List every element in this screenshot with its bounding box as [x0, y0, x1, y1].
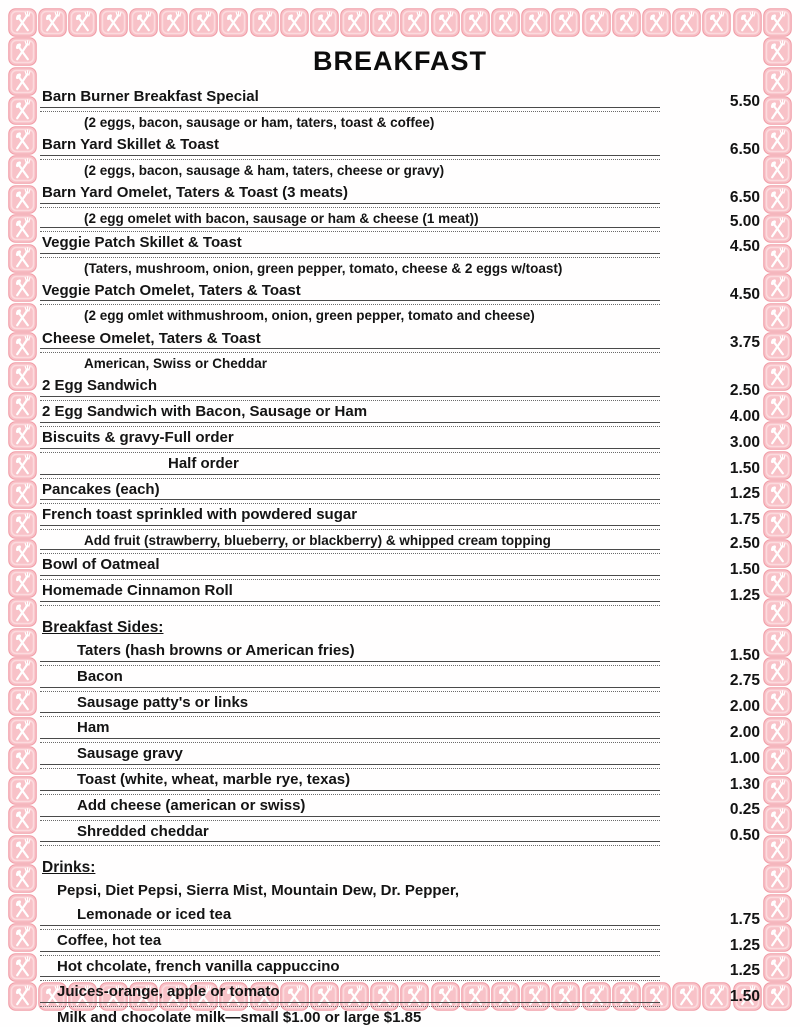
crossed-utensils-icon [8, 126, 37, 155]
menu-item-price: 4.50 [660, 286, 760, 305]
menu-item-price: 3.75 [660, 334, 760, 353]
crossed-utensils-icon [219, 8, 248, 37]
menu-row [40, 507, 760, 530]
menu-sections [40, 89, 760, 1027]
menu-item-price: 2.50 [660, 535, 760, 554]
crossed-utensils-icon [8, 835, 37, 864]
crossed-utensils-icon [763, 37, 792, 66]
menu-item-price: 1.50 [660, 647, 760, 666]
crossed-utensils-icon [68, 8, 97, 37]
menu-item-description: (2 eggs, bacon, sausage & ham, taters, cheese or gravy) [40, 163, 660, 178]
menu-row [40, 557, 760, 580]
menu-row [40, 482, 760, 505]
menu-section [40, 619, 760, 846]
menu-item-label: Milk and chocolate milk—small $1.00 or large $1.85 [40, 1010, 660, 1027]
crossed-utensils-icon [763, 185, 792, 214]
crossed-utensils-icon [38, 8, 67, 37]
menu-item-label: Coffee, hot tea [40, 933, 660, 950]
crossed-utensils-icon [8, 894, 37, 923]
crossed-utensils-icon [8, 244, 37, 273]
crossed-utensils-icon [8, 392, 37, 421]
menu-item-price [660, 128, 760, 130]
crossed-utensils-icon [8, 362, 37, 391]
menu-item-description: (2 eggs, bacon, sausage or ham, taters, toast & coffee) [40, 115, 660, 130]
crossed-utensils-icon [763, 214, 792, 243]
crossed-utensils-icon [8, 510, 37, 539]
menu-item-price: 0.25 [660, 801, 760, 820]
crossed-utensils-icon [8, 332, 37, 361]
menu-item-label: Biscuits & gravy-Full order [40, 430, 660, 447]
crossed-utensils-icon [763, 67, 792, 96]
menu-row [40, 1010, 760, 1027]
crossed-utensils-icon [8, 96, 37, 125]
menu-item-price: 0.50 [660, 827, 760, 846]
menu-item-label: Taters (hash browns or American fries) [40, 643, 660, 660]
crossed-utensils-icon [8, 953, 37, 982]
menu-item-description: (Taters, mushroom, onion, green pepper, tomato, cheese & 2 eggs w/toast) [40, 261, 660, 276]
border-left [8, 37, 37, 982]
menu-item-label: Veggie Patch Skillet & Toast [40, 235, 660, 252]
crossed-utensils-icon [763, 569, 792, 598]
menu-item-price: 1.75 [660, 511, 760, 530]
crossed-utensils-icon [763, 8, 792, 37]
crossed-utensils-icon [763, 155, 792, 184]
crossed-utensils-icon [763, 687, 792, 716]
menu-row [40, 907, 760, 930]
crossed-utensils-icon [280, 8, 309, 37]
menu-item-label: Pepsi, Diet Pepsi, Sierra Mist, Mountain Dew, Dr. Pepper, [40, 883, 660, 900]
menu-row [40, 185, 760, 208]
menu-row [40, 115, 760, 130]
menu-item-description: American, Swiss or Cheddar [40, 356, 660, 371]
menu-row [40, 824, 760, 847]
section-header: Drinks: [40, 859, 760, 877]
crossed-utensils-icon [8, 628, 37, 657]
crossed-utensils-icon [159, 8, 188, 37]
menu-row [40, 669, 760, 692]
crossed-utensils-icon [763, 451, 792, 480]
crossed-utensils-icon [763, 923, 792, 952]
menu-row [40, 356, 760, 371]
menu-row [40, 984, 760, 1007]
menu-item-label: Veggie Patch Omelet, Taters & Toast [40, 283, 660, 300]
crossed-utensils-icon [8, 67, 37, 96]
menu-row [40, 720, 760, 743]
menu-row [40, 235, 760, 258]
menu-item-price: 3.00 [660, 434, 760, 453]
crossed-utensils-icon [8, 214, 37, 243]
menu-item-label: Barn Burner Breakfast Special [40, 89, 660, 106]
menu-item-label: 2 Egg Sandwich with Bacon, Sausage or Ham [40, 404, 660, 421]
menu-row [40, 308, 760, 323]
menu-item-label: Pancakes (each) [40, 482, 660, 499]
menu-item-price [660, 274, 760, 276]
crossed-utensils-icon [8, 982, 37, 1011]
menu-row [40, 261, 760, 276]
menu-row [40, 583, 760, 606]
menu-item-label: Barn Yard Skillet & Toast [40, 137, 660, 154]
menu-row [40, 430, 760, 453]
menu-row [40, 746, 760, 769]
menu-item-price: 1.50 [660, 988, 760, 1007]
menu-item-label: Lemonade or iced tea [40, 907, 660, 924]
menu-item-label: Homemade Cinnamon Roll [40, 583, 660, 600]
menu-item-label: Juices-orange, apple or tomato [40, 984, 660, 1001]
crossed-utensils-icon [763, 805, 792, 834]
menu-item-price: 5.00 [660, 213, 760, 232]
crossed-utensils-icon [310, 8, 339, 37]
menu-item-label: Bowl of Oatmeal [40, 557, 660, 574]
crossed-utensils-icon [400, 8, 429, 37]
menu-row [40, 798, 760, 821]
crossed-utensils-icon [461, 8, 490, 37]
crossed-utensils-icon [8, 303, 37, 332]
menu-row [40, 643, 760, 666]
border-top [8, 8, 792, 37]
crossed-utensils-icon [763, 392, 792, 421]
menu-item-price [660, 322, 760, 324]
crossed-utensils-icon [8, 421, 37, 450]
crossed-utensils-icon [763, 598, 792, 627]
menu-item-price [660, 176, 760, 178]
menu-item-price [660, 369, 760, 371]
menu-item-label: Sausage patty's or links [40, 695, 660, 712]
crossed-utensils-icon [521, 8, 550, 37]
menu-item-price: 1.50 [660, 561, 760, 580]
menu-item-label: Barn Yard Omelet, Taters & Toast (3 meats) [40, 185, 660, 202]
menu-item-label: French toast sprinkled with powdered sugar [40, 507, 660, 524]
menu-item-price: 5.50 [660, 93, 760, 112]
crossed-utensils-icon [763, 126, 792, 155]
crossed-utensils-icon [8, 657, 37, 686]
crossed-utensils-icon [8, 539, 37, 568]
crossed-utensils-icon [763, 362, 792, 391]
menu-section [40, 859, 760, 1027]
crossed-utensils-icon [763, 332, 792, 361]
menu-row [40, 456, 760, 479]
menu-item-price: 1.25 [660, 587, 760, 606]
crossed-utensils-icon [8, 776, 37, 805]
crossed-utensils-icon [702, 8, 731, 37]
menu-row [40, 533, 760, 554]
crossed-utensils-icon [763, 717, 792, 746]
crossed-utensils-icon [763, 776, 792, 805]
crossed-utensils-icon [763, 864, 792, 893]
menu-item-price: 2.00 [660, 698, 760, 717]
menu-row [40, 283, 760, 306]
menu-row [40, 695, 760, 718]
crossed-utensils-icon [189, 8, 218, 37]
crossed-utensils-icon [642, 8, 671, 37]
menu-item-price: 4.00 [660, 408, 760, 427]
crossed-utensils-icon [8, 273, 37, 302]
menu-item-price: 2.50 [660, 382, 760, 401]
menu-row [40, 137, 760, 160]
crossed-utensils-icon [763, 244, 792, 273]
crossed-utensils-icon [8, 805, 37, 834]
menu-item-price: 2.00 [660, 724, 760, 743]
menu-item-price: 1.50 [660, 460, 760, 479]
menu-row [40, 772, 760, 795]
crossed-utensils-icon [763, 746, 792, 775]
menu-row [40, 211, 760, 232]
crossed-utensils-icon [763, 894, 792, 923]
crossed-utensils-icon [763, 835, 792, 864]
crossed-utensils-icon [250, 8, 279, 37]
menu-item-price: 1.25 [660, 485, 760, 504]
crossed-utensils-icon [763, 982, 792, 1011]
crossed-utensils-icon [763, 657, 792, 686]
menu-item-price: 6.50 [660, 141, 760, 160]
crossed-utensils-icon [551, 8, 580, 37]
menu-section [40, 89, 760, 606]
crossed-utensils-icon [763, 480, 792, 509]
crossed-utensils-icon [8, 687, 37, 716]
crossed-utensils-icon [8, 451, 37, 480]
menu-row [40, 933, 760, 956]
crossed-utensils-icon [733, 8, 762, 37]
section-header: Breakfast Sides: [40, 619, 760, 637]
crossed-utensils-icon [431, 8, 460, 37]
menu-item-label: Toast (white, wheat, marble rye, texas) [40, 772, 660, 789]
menu-item-price: 1.30 [660, 776, 760, 795]
menu-item-label: Add cheese (american or swiss) [40, 798, 660, 815]
menu-item-label: Half order [40, 456, 660, 473]
crossed-utensils-icon [8, 37, 37, 66]
crossed-utensils-icon [370, 8, 399, 37]
crossed-utensils-icon [612, 8, 641, 37]
crossed-utensils-icon [763, 96, 792, 125]
crossed-utensils-icon [763, 303, 792, 332]
crossed-utensils-icon [763, 953, 792, 982]
menu-row [40, 331, 760, 354]
menu-item-description: (2 egg omelet with bacon, sausage or ham & cheese (1 meat)) [40, 211, 660, 226]
border-right [763, 37, 792, 982]
crossed-utensils-icon [672, 8, 701, 37]
crossed-utensils-icon [8, 185, 37, 214]
crossed-utensils-icon [340, 8, 369, 37]
menu-item-label: Cheese Omelet, Taters & Toast [40, 331, 660, 348]
menu-item-price: 1.00 [660, 750, 760, 769]
crossed-utensils-icon [763, 628, 792, 657]
menu-item-label: Hot chcolate, french vanilla cappuccino [40, 959, 660, 976]
crossed-utensils-icon [582, 8, 611, 37]
menu-item-price: 2.75 [660, 672, 760, 691]
crossed-utensils-icon [491, 8, 520, 37]
crossed-utensils-icon [8, 746, 37, 775]
menu-item-label: Shredded cheddar [40, 824, 660, 841]
menu-item-description: Add fruit (strawberry, blueberry, or blackberry) & whipped cream topping [40, 533, 660, 548]
crossed-utensils-icon [8, 864, 37, 893]
menu-row [40, 378, 760, 401]
crossed-utensils-icon [8, 717, 37, 746]
crossed-utensils-icon [129, 8, 158, 37]
menu-item-label: 2 Egg Sandwich [40, 378, 660, 395]
menu-item-price: 4.50 [660, 238, 760, 257]
menu-item-label: Ham [40, 720, 660, 737]
menu-item-price: 6.50 [660, 189, 760, 208]
crossed-utensils-icon [763, 510, 792, 539]
crossed-utensils-icon [763, 539, 792, 568]
menu-row [40, 89, 760, 112]
menu-item-price: 1.75 [660, 911, 760, 930]
menu-item-label: Bacon [40, 669, 660, 686]
page-title: BREAKFAST [40, 46, 760, 77]
crossed-utensils-icon [763, 273, 792, 302]
menu-row [40, 883, 760, 900]
crossed-utensils-icon [8, 8, 37, 37]
menu-item-price [660, 898, 760, 900]
menu-item-price: 1.25 [660, 962, 760, 981]
crossed-utensils-icon [8, 155, 37, 184]
menu-item-price: 1.25 [660, 937, 760, 956]
menu-row [40, 959, 760, 982]
crossed-utensils-icon [763, 421, 792, 450]
crossed-utensils-icon [8, 923, 37, 952]
menu-row [40, 163, 760, 178]
crossed-utensils-icon [8, 598, 37, 627]
menu-content [40, 38, 760, 981]
crossed-utensils-icon [8, 569, 37, 598]
crossed-utensils-icon [8, 480, 37, 509]
menu-row [40, 404, 760, 427]
menu-item-label: Sausage gravy [40, 746, 660, 763]
menu-item-description: (2 egg omlet withmushroom, onion, green pepper, tomato and cheese) [40, 308, 660, 323]
crossed-utensils-icon [99, 8, 128, 37]
